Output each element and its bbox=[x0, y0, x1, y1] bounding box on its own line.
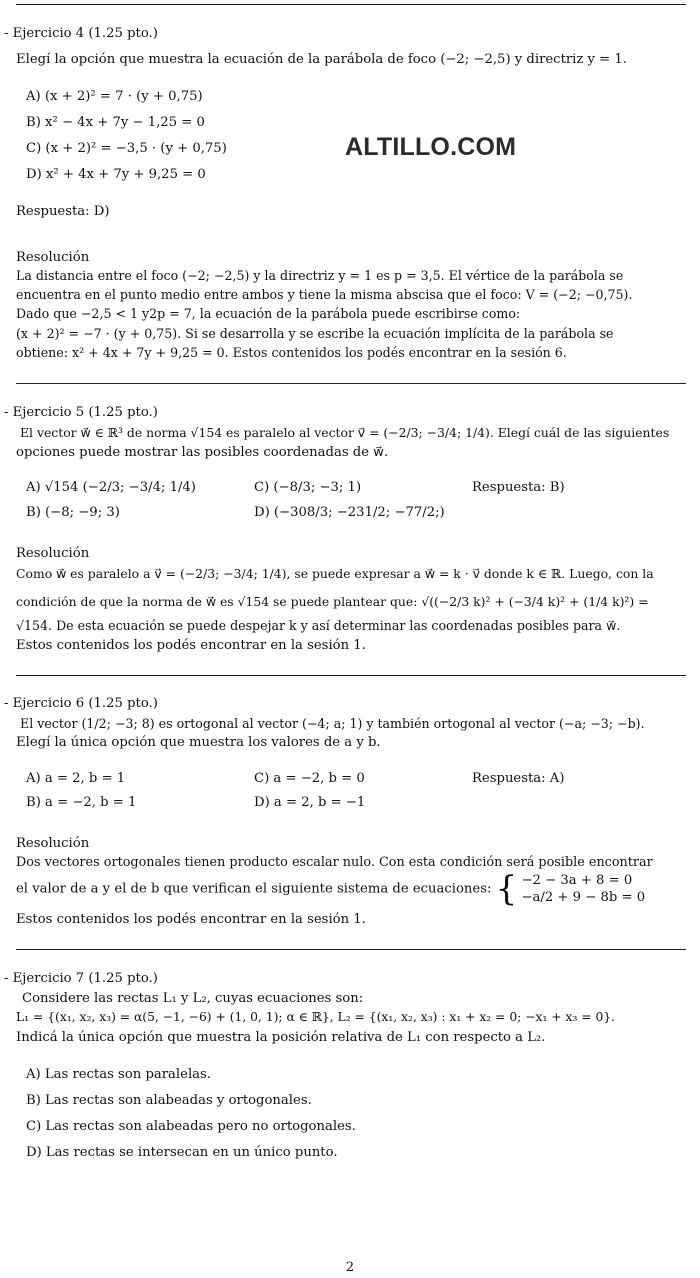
equation-1: −2 − 3a + 8 = 0 bbox=[521, 873, 633, 888]
exercise-7-option-a: A) Las rectas son paralelas. bbox=[26, 1067, 211, 1082]
exercise-4-resolution-line: La distancia entre el foco (−2; −2,5) y la directriz y = 1 es p = 3,5. El vértice de la parábola se bbox=[16, 268, 624, 283]
exercise-4-option-b: B) x² − 4x + 7y − 1,25 = 0 bbox=[26, 115, 205, 130]
exercise-5-resolution-line: √154. De esta ecuación se puede despejar k y así determinar las coordenadas posibles para w⃗. bbox=[16, 618, 621, 633]
exercise-4-resolution-line: Dado que −2,5 < 1 y2p = 7, la ecuación de la parábola puede escribirse como: bbox=[16, 306, 521, 321]
exercise-5-prompt-line: opciones puede mostrar las posibles coordenadas de w⃗. bbox=[16, 445, 389, 460]
exercise-6-resolution-line bbox=[16, 869, 686, 909]
section-divider bbox=[16, 383, 686, 384]
exercise-6-resolution-title: Resolución bbox=[16, 836, 90, 851]
exercise-4-option-d: D) x² + 4x + 7y + 9,25 = 0 bbox=[26, 167, 206, 182]
exercise-4-option-a: A) (x + 2)² = 7 · (y + 0,75) bbox=[26, 89, 203, 104]
page-number: 2 bbox=[345, 1260, 355, 1275]
exercise-5-resolution-line: Como w⃗ es paralelo a v⃗ = (−2/3; −3/4; 1/4), se puede expresar a w⃗ = k · v⃗ donde k ∈ ℝ. Luego, con la bbox=[16, 566, 654, 581]
exercise-7-option-c: C) Las rectas son alabeadas pero no ortogonales. bbox=[26, 1119, 356, 1134]
exercise-4-answer: Respuesta: D) bbox=[16, 204, 110, 219]
exercise-6-resolution-text: el valor de a y el de b que verifican el siguiente sistema de ecuaciones: bbox=[16, 881, 492, 897]
exercise-7-option-d: D) Las rectas se intersecan en un único punto. bbox=[26, 1145, 338, 1160]
top-rule bbox=[16, 4, 686, 5]
exercise-4-prompt: Elegí la opción que muestra la ecuación de la parábola de foco (−2; −2,5) y directriz y = 1. bbox=[16, 52, 627, 67]
exercise-4-resolution-title: Resolución bbox=[16, 250, 90, 265]
exercise-6-resolution-line: Dos vectores ortogonales tienen producto escalar nulo. Con esta condición será posible encontrar bbox=[16, 855, 653, 870]
exercise-4-resolution-line: obtiene: x² + 4x + 7y + 9,25 = 0. Estos contenidos los podés encontrar en la sesión 6. bbox=[16, 345, 567, 360]
section-divider bbox=[16, 949, 686, 950]
exercise-7-prompt-line: L₁ = {(x₁, x₂, x₃) = α(5, −1, −6) + (1, 0, 1); α ∈ ℝ}, L₂ = {(x₁, x₂, x₃) : x₁ + x₂ = 0; −x₁ + x₃ = 0}. bbox=[16, 1010, 616, 1024]
left-brace-icon: { bbox=[495, 869, 518, 909]
equation-system bbox=[521, 872, 645, 906]
exercise-5-option-a: A) √154 (−2/3; −3/4; 1/4) bbox=[26, 480, 196, 495]
exercise-5-prompt-line: El vector w⃗ ∈ ℝ³ de norma √154 es paralelo al vector v⃗ = (−2/3; −3/4; 1/4). Elegí cuál de las siguientes bbox=[20, 425, 670, 440]
exercise-5-option-d: D) (−308/3; −231/2; −77/2;) bbox=[254, 505, 445, 520]
exercise-6-option-b: B) a = −2, b = 1 bbox=[26, 795, 137, 810]
exercise-5-option-c: C) (−8/3; −3; 1) bbox=[254, 480, 362, 495]
exercise-7-title: - Ejercicio 7 (1.25 pto.) bbox=[4, 971, 158, 986]
exercise-5-answer: Respuesta: B) bbox=[472, 480, 565, 495]
exercise-5-title: - Ejercicio 5 (1.25 pto.) bbox=[4, 405, 158, 420]
exercise-5-resolution-title: Resolución bbox=[16, 546, 90, 561]
exercise-6-prompt-line: Elegí la única opción que muestra los valores de a y b. bbox=[16, 735, 381, 750]
exercise-6-title: - Ejercicio 6 (1.25 pto.) bbox=[4, 696, 158, 711]
exercise-6-option-a: A) a = 2, b = 1 bbox=[26, 771, 126, 786]
exercise-6-resolution-line: Estos contenidos los podés encontrar en la sesión 1. bbox=[16, 912, 366, 927]
exercise-7-prompt-line: Considere las rectas L₁ y L₂, cuyas ecuaciones son: bbox=[22, 991, 364, 1006]
exercise-5-option-b: B) (−8; −9; 3) bbox=[26, 505, 120, 520]
section-divider bbox=[16, 675, 686, 676]
exercise-5-resolution-line: Estos contenidos los podés encontrar en la sesión 1. bbox=[16, 638, 366, 653]
exercise-4-resolution-line: encuentra en el punto medio entre ambos y tiene la misma abscisa que el foco: V = (−2; −0,75). bbox=[16, 287, 633, 302]
exercise-4-title: - Ejercicio 4 (1.25 pto.) bbox=[4, 26, 158, 41]
watermark-logo: ALTILLO.COM bbox=[345, 133, 517, 161]
exercise-4-option-c: C) (x + 2)² = −3,5 · (y + 0,75) bbox=[26, 141, 227, 156]
exercise-6-answer: Respuesta: A) bbox=[472, 771, 565, 786]
exercise-6-prompt-line: El vector (1/2; −3; 8) es ortogonal al vector (−4; a; 1) y también ortogonal al vector (−a; −3; −b). bbox=[20, 716, 645, 731]
exercise-4-resolution-line: (x + 2)² = −7 · (y + 0,75). Si se desarrolla y se escribe la ecuación implícita de la parábola se bbox=[16, 326, 614, 341]
equation-2: −a/2 + 9 − 8b = 0 bbox=[521, 890, 646, 905]
exercise-6-option-d: D) a = 2, b = −1 bbox=[254, 795, 366, 810]
exercise-5-resolution-line: condición de que la norma de w⃗ es √154 se puede plantear que: √((−2/3 k)² + (−3/4 k)² + (1/4 k)²) = bbox=[16, 594, 649, 609]
exercise-6-option-c: C) a = −2, b = 0 bbox=[254, 771, 365, 786]
exercise-7-prompt-line: Indicá la única opción que muestra la posición relativa de L₁ con respecto a L₂. bbox=[16, 1030, 546, 1045]
exercise-7-option-b: B) Las rectas son alabeadas y ortogonales. bbox=[26, 1093, 312, 1108]
